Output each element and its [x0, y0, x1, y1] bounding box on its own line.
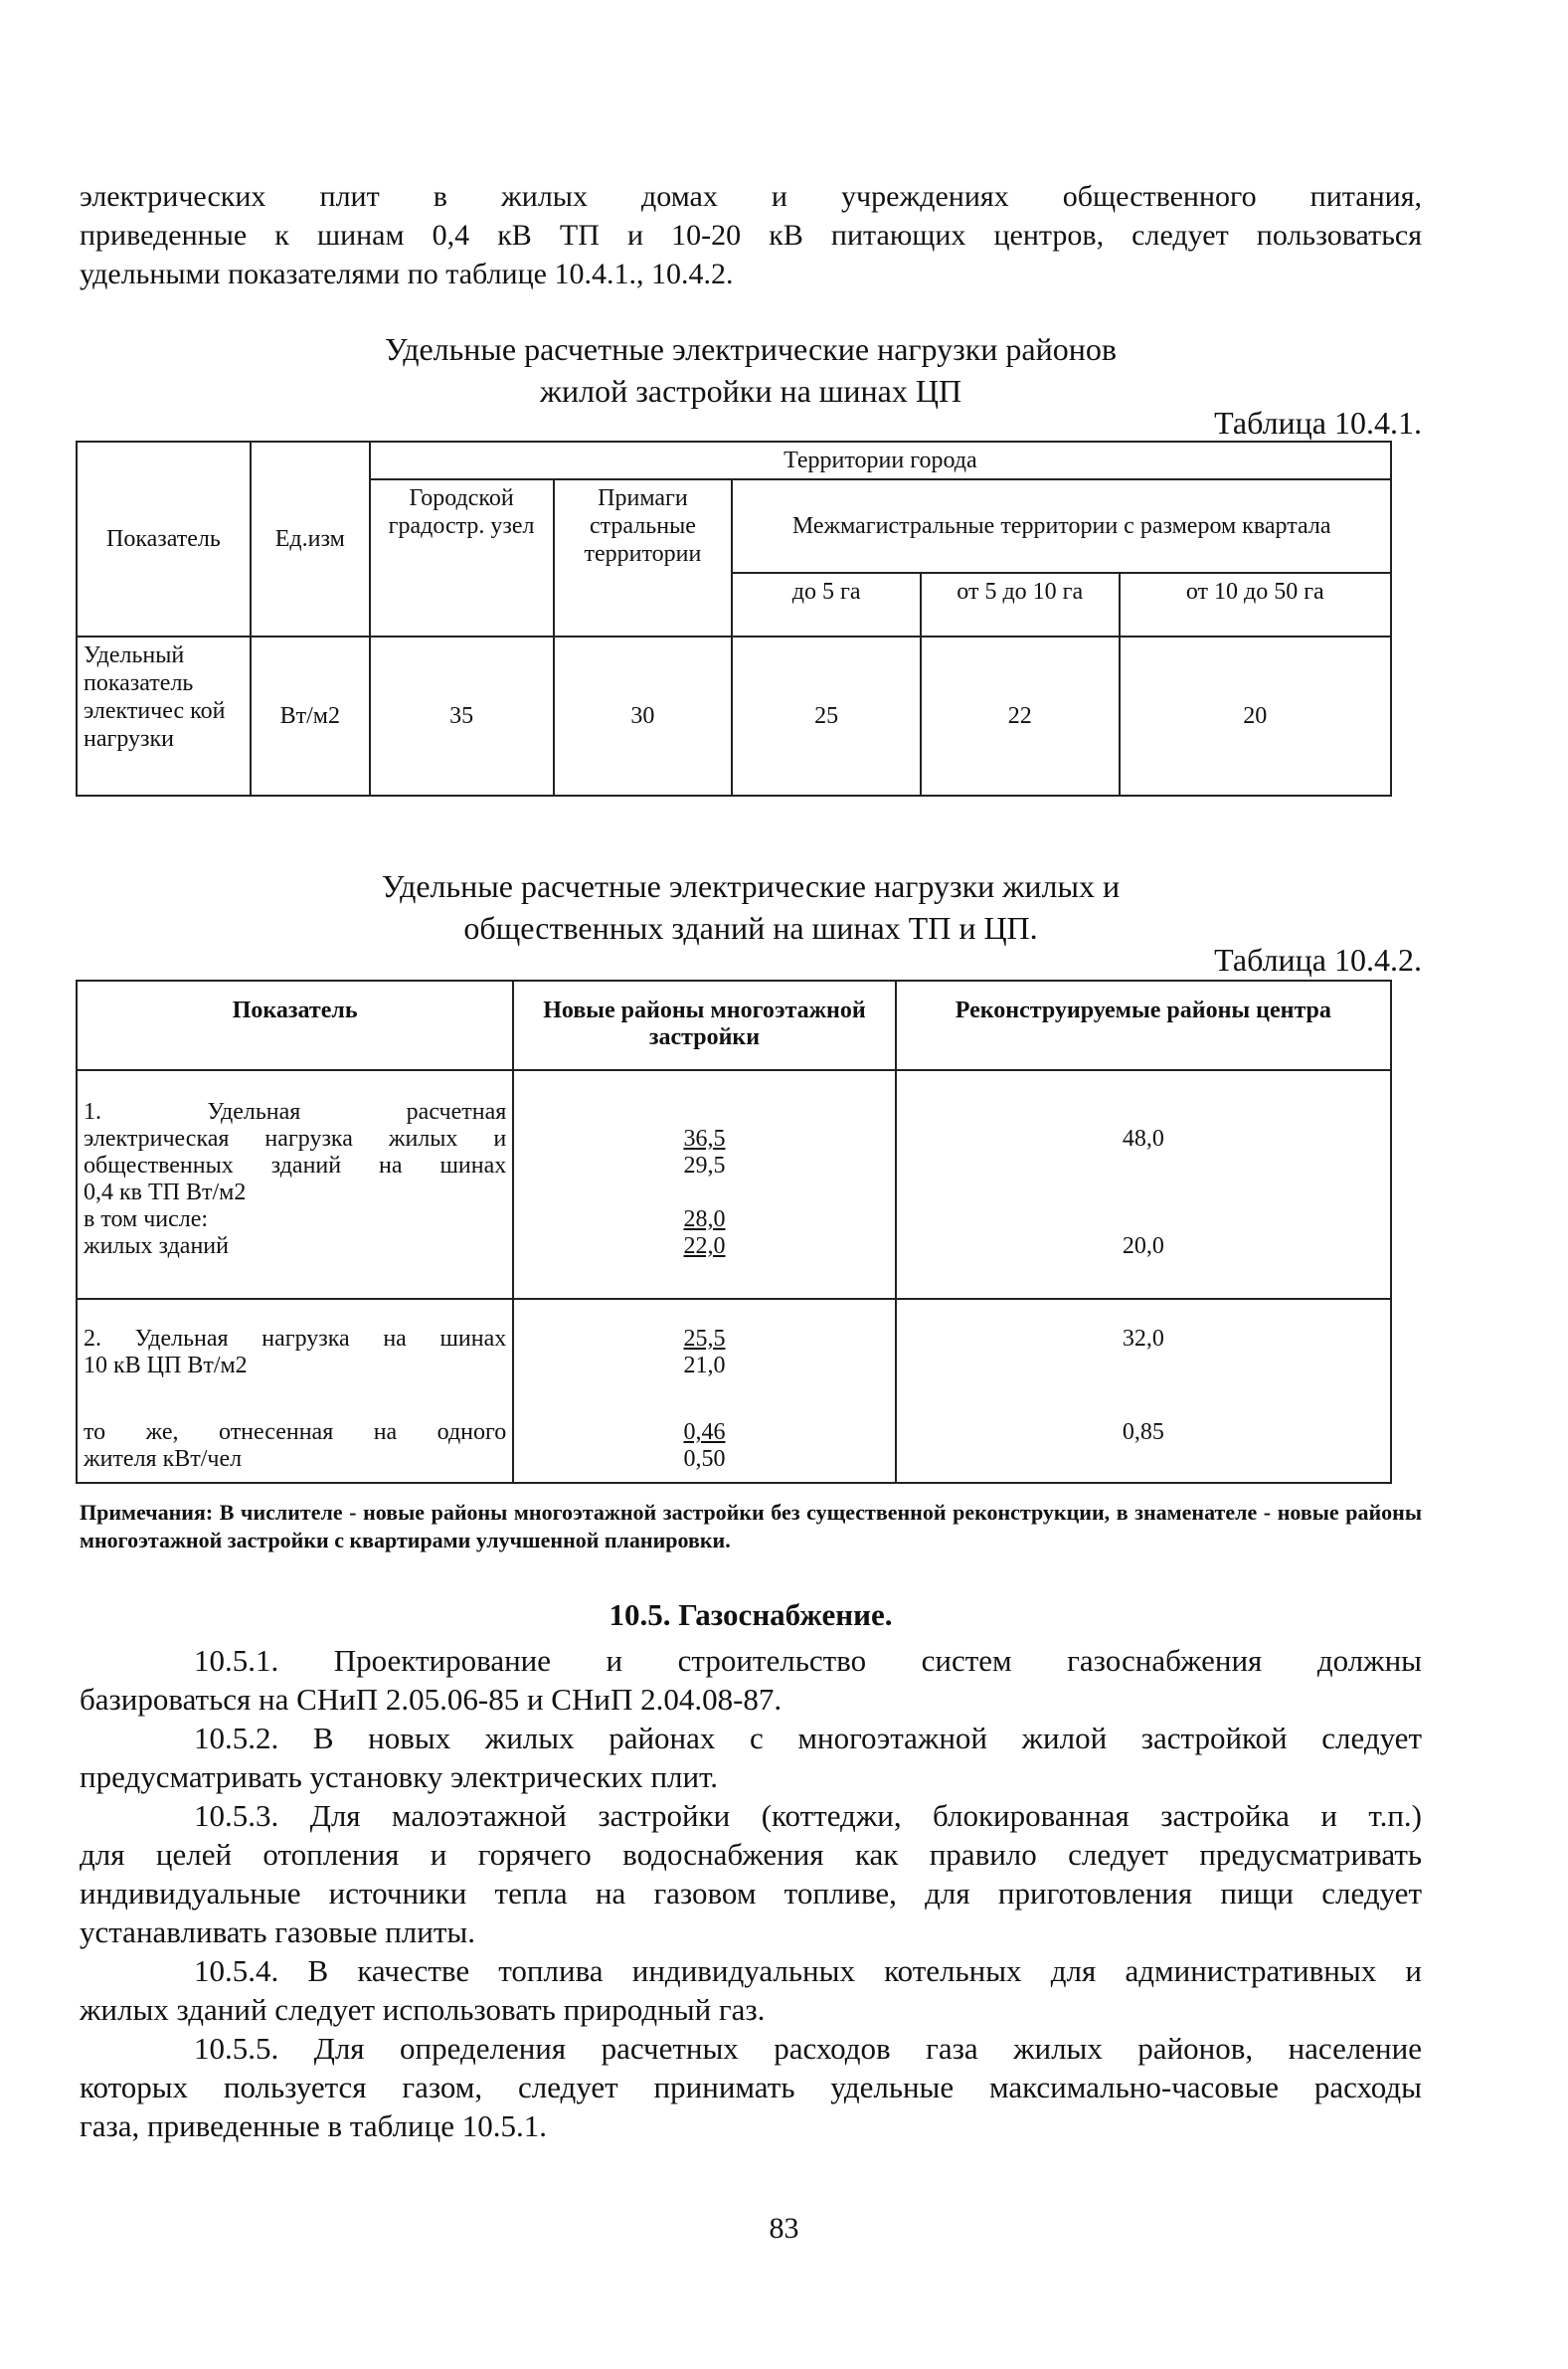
t2-row2-indicator: [77, 1299, 513, 1483]
t2-header-new-districts: Новые районы многоэтажной застройки: [513, 981, 895, 1070]
t2-row1-line: 1. Удельная расчетная: [84, 1099, 507, 1125]
t2-row1-new-districts: [513, 1070, 895, 1299]
paragraph-line: индивидуальные источники тепла на газовом топливе, для приготовления пищи следует: [80, 1876, 1422, 1911]
t2-row2-line: 10 кВ ЦП Вт/м2: [84, 1353, 248, 1378]
t1-header-10-to-50: от 10 до 50 га: [1120, 573, 1391, 637]
t2-row1-new-den-2: 22,0: [683, 1233, 726, 1259]
t2-row2-new-num-2: 0,46: [683, 1419, 726, 1445]
paragraph-10-5-5: [80, 2029, 1422, 2145]
paragraph-line: 10.5.5. Для определения расчетных расходов газа жилых районов, население: [194, 2031, 1422, 2066]
t2-row1-line: электрическая нагрузка жилых и: [84, 1126, 507, 1152]
t2-row1-line: жилых зданий: [84, 1233, 229, 1259]
paragraph-line: для целей отопления и горячего водоснабжения как правило следует предусматривать: [80, 1837, 1422, 1872]
table2-caption-line: Удельные расчетные электрические нагрузки жилых и: [381, 868, 1121, 904]
t2-row2-line: жителя кВт/чел: [84, 1446, 243, 1472]
table2-number: Таблица 10.4.2.: [1214, 942, 1422, 978]
t2-row1-line: общественных зданий на шинах: [84, 1153, 507, 1179]
paragraph-10-5-2: [80, 1719, 1422, 1796]
intro-line: электрических плит в жилых домах и учреждениях общественного питания,: [80, 180, 1422, 213]
table2-note: Примечания: В числителе - новые районы многоэтажной застройки без существенной реконструкции, в знаменателе - новые районы многоэтажной застройки с квартирами улучшенной планировки.: [80, 1500, 1422, 1552]
intro-line: удельными показателями по таблице 10.4.1., 10.4.2.: [80, 258, 734, 290]
t1-header-indicator: Показатель: [77, 442, 251, 637]
t1-row-5-to-10: 22: [921, 637, 1120, 796]
page-number: 83: [769, 2212, 799, 2245]
paragraph-line: газа, приведенные в таблице 10.5.1.: [80, 2108, 547, 2143]
t2-header-indicator: Показатель: [77, 981, 513, 1070]
t1-header-territories: Территории города: [370, 442, 1391, 479]
t2-row1-reconstructed: [896, 1070, 1391, 1299]
paragraph-line: которых пользуется газом, следует принимать удельные максимально-часовые расходы: [80, 2070, 1422, 2104]
t2-row2-new-num-1: 25,5: [683, 1326, 726, 1352]
paragraph-line: предусматривать установку электрических плит.: [80, 1759, 719, 1794]
t2-row1-line: 0,4 кв ТП Вт/м2: [84, 1180, 247, 1205]
t2-row2-recon-2: 0,85: [1122, 1419, 1164, 1445]
t1-header-unit: Ед.изм: [251, 442, 370, 637]
table1-caption: [80, 328, 1422, 412]
t1-row-up-to-5: 25: [732, 637, 921, 796]
t2-row2-line: 2. Удельная нагрузка на шинах: [84, 1326, 507, 1352]
paragraph-line: 10.5.2. В новых жилых районах с многоэтажной жилой застройкой следует: [194, 1721, 1422, 1755]
t2-row1-recon-2: 20,0: [1122, 1233, 1164, 1259]
t1-row-10-to-50: 20: [1120, 637, 1391, 796]
t2-header-reconstructed: Реконструируемые районы центра: [896, 981, 1391, 1070]
paragraph-line: 10.5.1. Проектирование и строительство систем газоснабжения должны: [194, 1643, 1422, 1678]
intro-line: приведенные к шинам 0,4 кВ ТП и 10-20 кВ питающих центров, следует пользоваться: [80, 219, 1422, 252]
table1-number: Таблица 10.4.1.: [1214, 405, 1422, 441]
t2-row1-new-num-1: 36,5: [683, 1126, 726, 1152]
t1-row-unit: Вт/м2: [251, 637, 370, 796]
paragraph-10-5-3: [80, 1796, 1422, 1951]
t2-row2-new-den-1: 21,0: [683, 1353, 726, 1378]
t2-row1-indicator: [77, 1070, 513, 1299]
t1-header-5-to-10: от 5 до 10 га: [921, 573, 1120, 637]
t2-row1-recon-1: 48,0: [1122, 1126, 1164, 1152]
paragraph-10-5-1: [80, 1641, 1422, 1719]
paragraph-10-5-4: [80, 1951, 1422, 2029]
t2-row2-new-districts: [513, 1299, 895, 1483]
table2-caption: [80, 865, 1422, 949]
t1-row-indicator: Удельный показатель электичес кой нагрузки: [77, 637, 251, 796]
section-title: 10.5. Газоснабжение.: [609, 1597, 893, 1632]
t1-header-arterial: Примаги стральные территории: [554, 479, 733, 637]
t2-row1-new-den-1: 29,5: [683, 1153, 726, 1179]
paragraph-line: 10.5.3. Для малоэтажной застройки (коттеджи, блокированная застройка и т.п.): [194, 1798, 1422, 1833]
t2-row2-line: то же, отнесенная на одного: [84, 1419, 507, 1445]
t2-row1-line: в том числе:: [84, 1206, 209, 1232]
t1-row-city-center: 35: [370, 637, 554, 796]
t1-header-up-to-5: до 5 га: [732, 573, 921, 637]
paragraph-line: жилых зданий следует использовать природный газ.: [80, 1992, 766, 2027]
t2-row2-new-den-2: 0,50: [683, 1446, 726, 1472]
t1-row-arterial: 30: [554, 637, 733, 796]
paragraph-line: 10.5.4. В качестве топлива индивидуальных котельных для административных и: [194, 1953, 1422, 1988]
t2-row2-gap: [84, 1379, 506, 1419]
t1-header-inter-arterial: Межмагистральные территории с размером квартала: [732, 479, 1391, 573]
t2-row2-recon-1: 32,0: [1122, 1326, 1164, 1352]
t1-header-city-center: Городской градостр. узел: [370, 479, 554, 637]
paragraph-line: базироваться на СНиП 2.05.06-85 и СНиП 2.04.08-87.: [80, 1682, 783, 1717]
table1: [76, 441, 1392, 797]
table1-caption-line: Удельные расчетные электрические нагрузки районов: [385, 331, 1117, 367]
intro-paragraph: [80, 177, 1422, 293]
table1-caption-line: жилой застройки на шинах ЦП: [539, 373, 962, 409]
table2-caption-line: общественных зданий на шинах ТП и ЦП.: [463, 910, 1038, 946]
t2-row1-new-num-2: 28,0: [683, 1206, 726, 1232]
t2-row2-reconstructed: [896, 1299, 1391, 1483]
section-body: [80, 1641, 1422, 2145]
table2: [76, 980, 1392, 1484]
paragraph-line: устанавливать газовые плиты.: [80, 1914, 475, 1949]
